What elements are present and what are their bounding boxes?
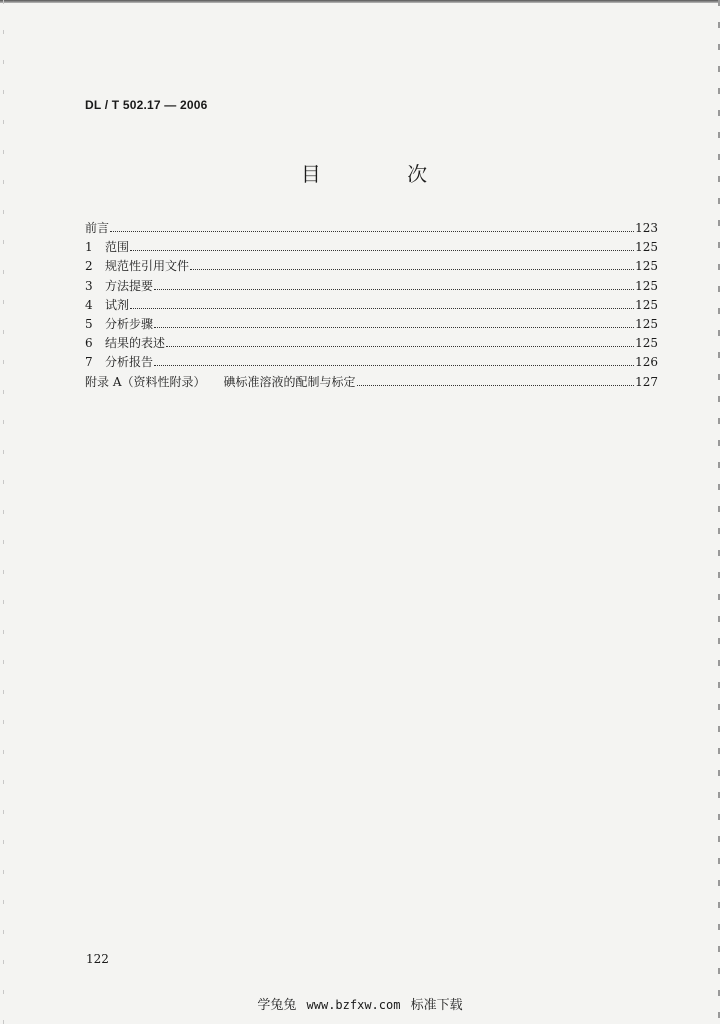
toc-entry-page: 125 [635,297,658,312]
toc-entry-analysis-report[interactable] [85,353,658,372]
toc-leader-dots [166,345,634,347]
page-number: 122 [86,952,109,966]
toc-leader-dots [154,288,634,290]
toc-entry-label: 范围 [105,240,130,255]
toc-entry-number: 1 [85,240,93,255]
toc-leader-dots [154,326,634,328]
toc-leader-dots [154,364,634,366]
toc-entry-page: 127 [635,374,658,389]
toc-entry-label: 分析报告 [105,355,154,370]
toc-entry-normative-references[interactable] [85,257,658,276]
toc-entry-label: 方法提要 [105,278,154,293]
toc-leader-dots [357,384,635,386]
footer-site-name: 学兔兔 [257,998,297,1013]
toc-entry-page: 126 [635,355,658,370]
toc-entry-analysis-steps[interactable] [85,315,658,334]
page-top-edge [0,0,720,3]
toc-entry-number: 5 [85,316,93,331]
toc-entry-number: 6 [85,336,93,351]
toc-entry-scope[interactable] [85,238,658,257]
toc-entry-label: 试剂 [105,297,130,312]
table-of-contents [85,219,658,392]
footer-tagline: 标准下载 [410,998,463,1013]
toc-entry-number: 4 [85,297,93,312]
toc-entry-number: 7 [85,355,93,370]
toc-entry-label: 前言 [85,221,110,235]
toc-leader-dots [190,268,634,270]
toc-title: 目 次 [300,162,468,186]
toc-entry-method-summary[interactable] [85,277,658,296]
toc-entry-label: 分析步骤 [105,316,154,331]
document-code: DL / T 502.17 — 2006 [85,98,208,112]
toc-entry-expression-of-results[interactable] [85,334,658,353]
toc-entry-page: 125 [635,240,658,255]
toc-entry-page: 125 [635,278,658,293]
toc-leader-dots [130,249,634,251]
toc-entry-page: 125 [635,336,658,351]
footer-url[interactable]: www.bzfxw.com [306,998,401,1012]
toc-entry-page: 123 [635,221,658,235]
toc-entry-label: 规范性引用文件 [105,259,190,274]
toc-leader-dots [130,307,634,309]
toc-entry-page: 125 [635,259,658,274]
toc-appendix-label: 附录 A（资料性附录） [85,374,206,389]
footer-watermark [0,994,720,1013]
page-left-edge [3,0,4,1024]
toc-entry-appendix-a[interactable] [85,373,658,392]
toc-entry-foreword[interactable] [85,219,658,238]
toc-entry-page: 125 [635,316,658,331]
toc-entry-label: 结果的表述 [105,336,166,351]
toc-entry-number: 3 [85,278,93,293]
toc-entry-number: 2 [85,259,93,274]
toc-appendix-title: 碘标准溶液的配制与标定 [223,374,356,389]
toc-leader-dots [110,230,634,232]
toc-entry-reagents[interactable] [85,296,658,315]
